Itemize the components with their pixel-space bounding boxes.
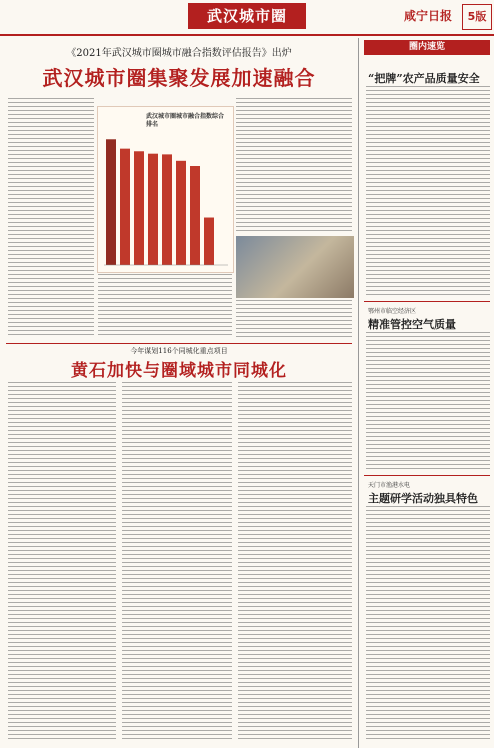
second-text-col-1 (8, 382, 116, 742)
main-column (0, 38, 359, 748)
side-story-2-text (366, 332, 490, 470)
chart-bar (148, 154, 158, 265)
side-story-1-text (366, 86, 490, 296)
chart-bar (204, 218, 214, 265)
second-text-col-2 (122, 382, 232, 742)
page-number: 5版 (462, 4, 492, 30)
chart-bar (106, 139, 116, 265)
side-story-3-text (366, 506, 490, 742)
side-story-3-title: 主题研学活动独具特色 (368, 492, 478, 505)
lead-text-col-4 (236, 300, 352, 338)
second-body-text (8, 382, 116, 742)
index-ranking-chart (97, 106, 234, 273)
lead-subtitle: 《2021年武汉城市圈城市融合指数评估报告》出炉 (66, 48, 292, 59)
chart-title: 武汉城市圈城市融合指数综合排名 (146, 113, 225, 128)
lead-text-col-2 (98, 274, 232, 338)
side-story-1-title: “把牌”农产品质量安全 (368, 72, 480, 85)
lead-body-text (8, 98, 94, 338)
second-story-kicker: 今年谋划116个同城化重点项目 (130, 347, 228, 355)
side-story-2-title: 精准管控空气质量 (368, 318, 456, 331)
chart-bar (162, 154, 172, 265)
paper-logo: 咸宁日报 (404, 9, 453, 23)
lead-text-col-1 (8, 98, 94, 338)
chart-canvas (98, 107, 233, 272)
lead-title: 武汉城市圈集聚发展加速融合 (42, 66, 316, 90)
chart-bar (120, 149, 130, 265)
side-story-2-kicker: 鄂州市临空经济区 (368, 308, 417, 315)
side-story-3-kicker: 天门市渔港水电 (368, 482, 411, 489)
sidebar-rule-1 (364, 301, 490, 302)
sidebar-rule-2 (364, 475, 490, 476)
section-title: 武汉城市圈 (188, 3, 306, 29)
masthead (0, 0, 494, 36)
chart-bar (134, 151, 144, 265)
chart-bar (176, 161, 186, 265)
sidebar-banner: 圈内速览 (364, 40, 490, 55)
section-divider (6, 343, 352, 344)
chart-bar (190, 166, 200, 265)
second-story-title: 黄石加快与圈域城市同城化 (71, 361, 287, 381)
lead-text-col-3 (236, 98, 352, 234)
second-text-col-3 (238, 382, 352, 742)
news-photo (236, 236, 354, 298)
sidebar (362, 38, 494, 748)
